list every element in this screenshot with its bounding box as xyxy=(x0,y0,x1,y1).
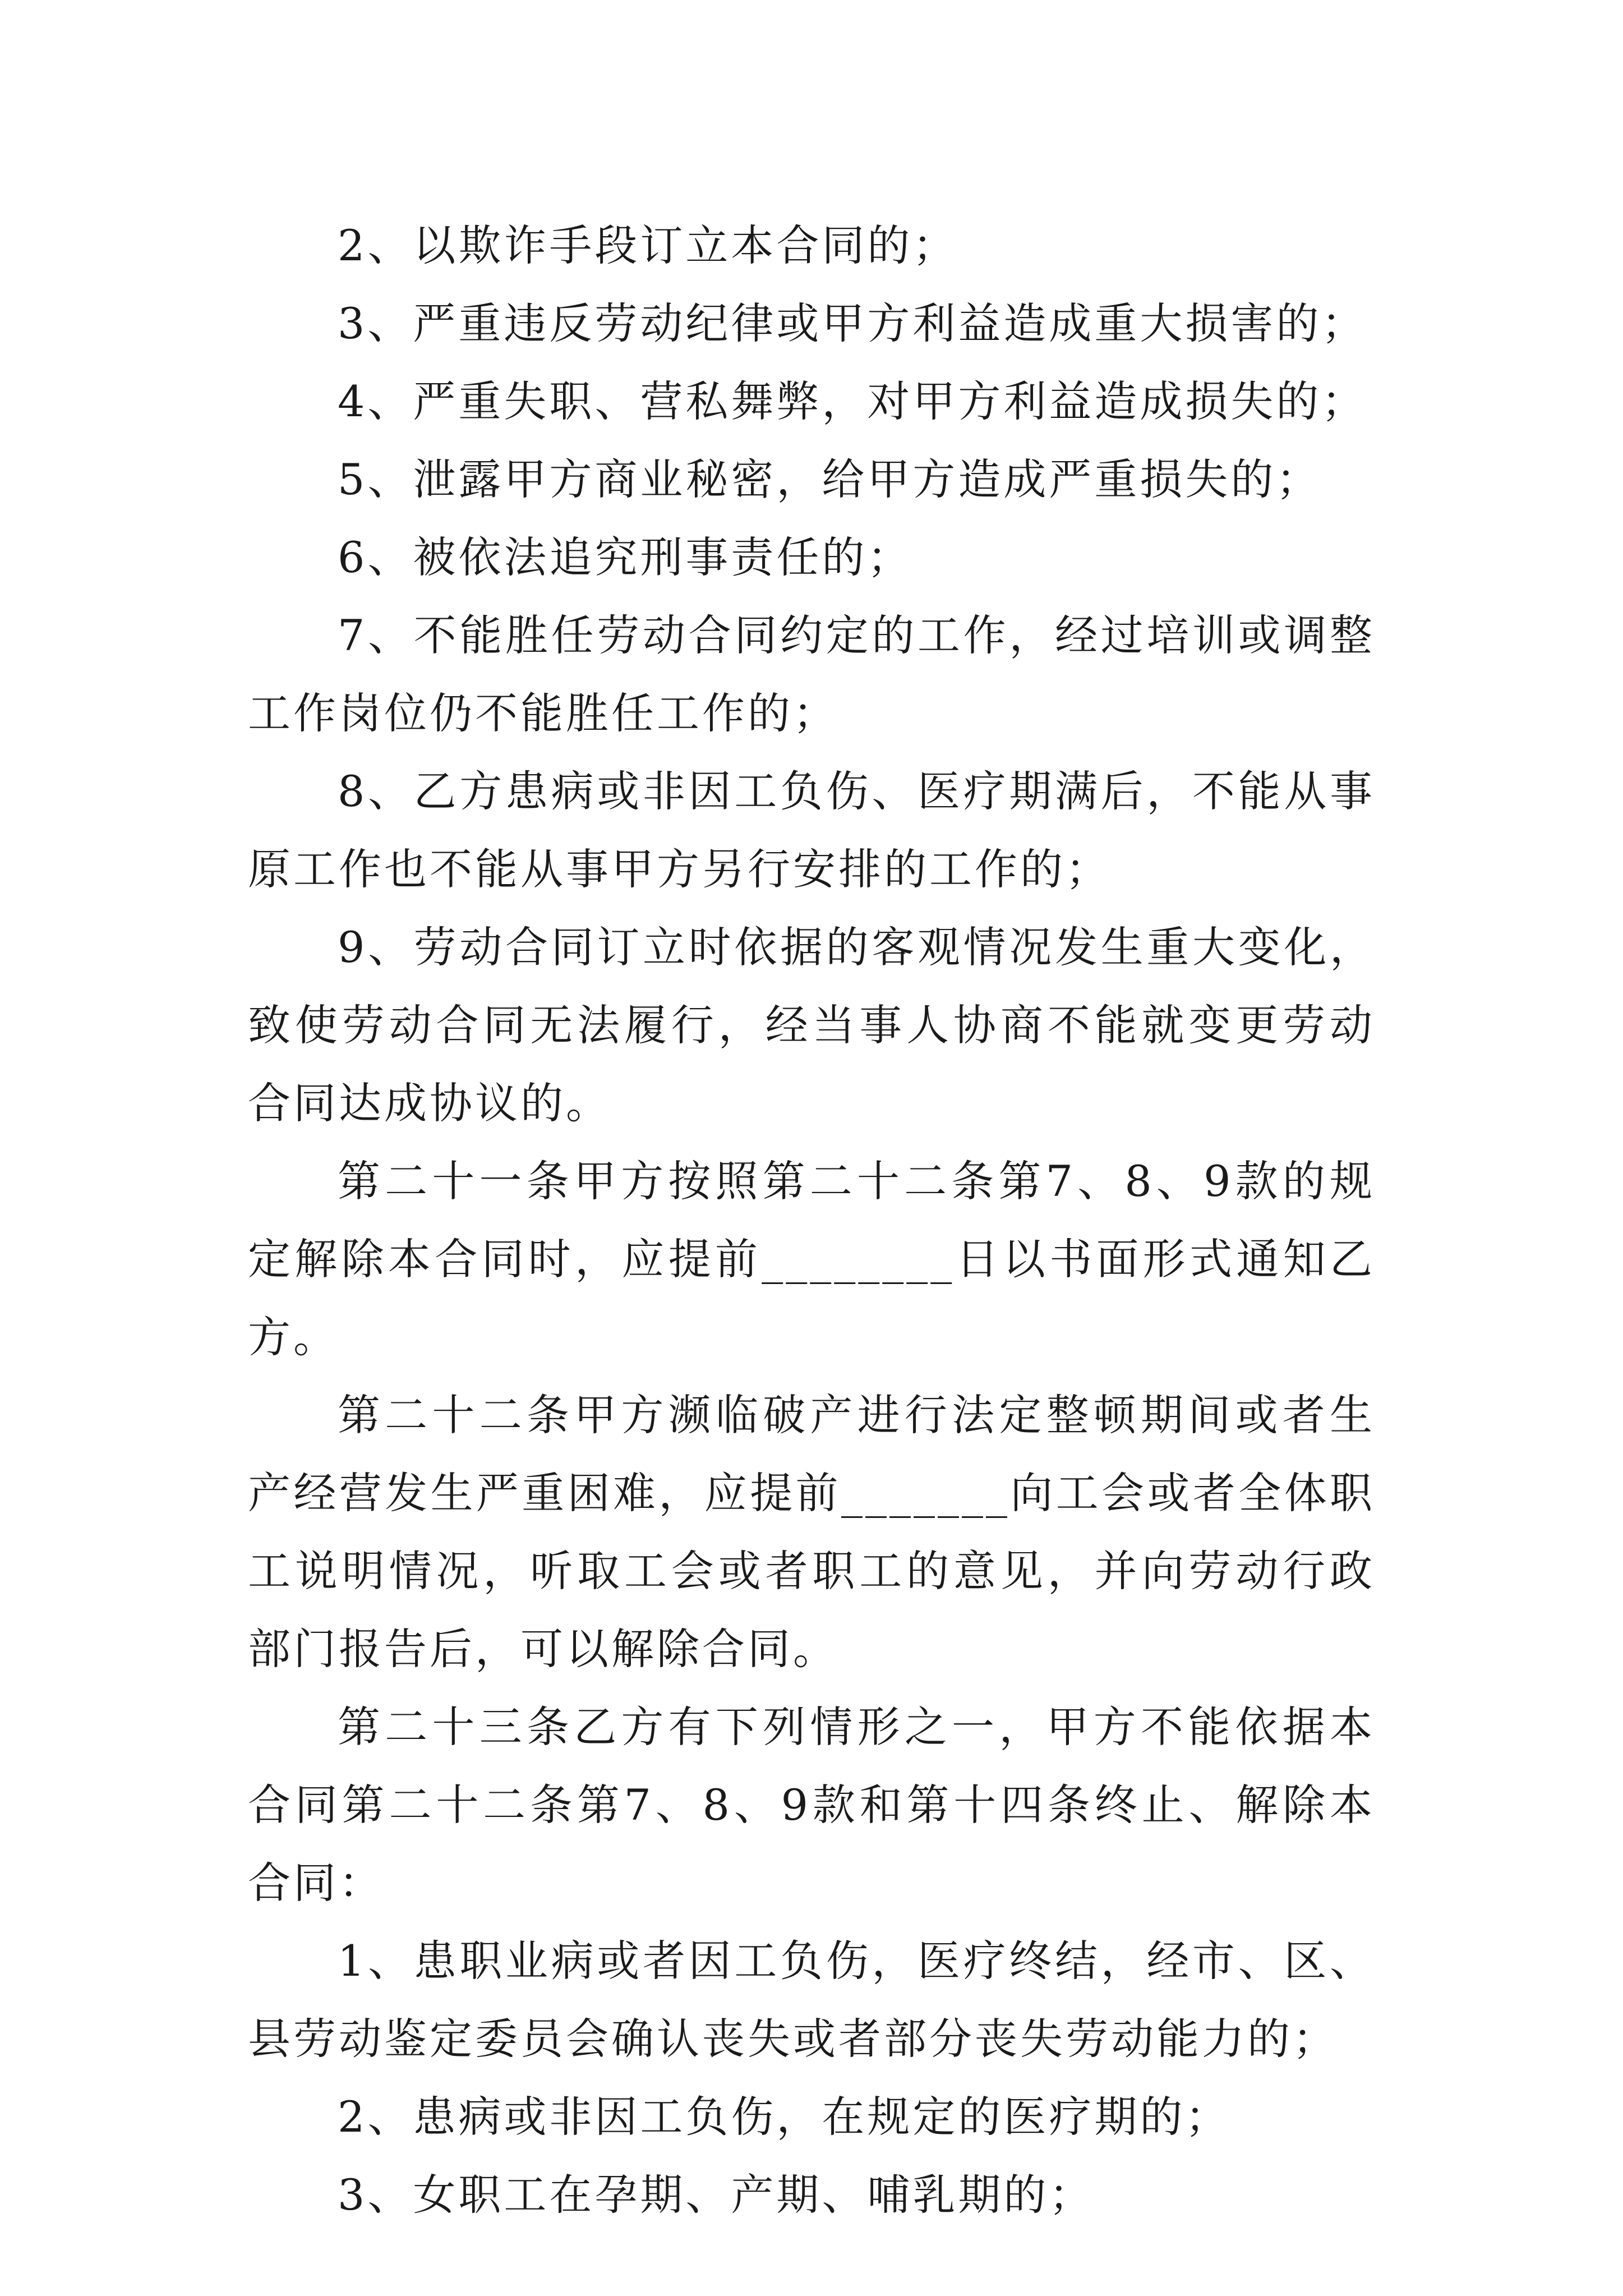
clause-item-9: 9、劳动合同订立时依据的客观情况发生重大变化，致使劳动合同无法履行，经当事人协商不能就变更劳动合同达成协议的。 xyxy=(248,922,1375,1128)
clause-item-3: 3、严重违反劳动纪律或甲方利益造成重大损害的； xyxy=(338,298,1367,348)
article-23: 第二十三条乙方有下列情形之一，甲方不能依据本合同第二十二条第7、8、9款和第十四条终止、解除本合同： xyxy=(248,1702,1375,1908)
clause-item-4: 4、严重失职、营私舞弊，对甲方利益造成损失的； xyxy=(338,376,1367,426)
article-21: 第二十一条甲方按照第二十二条第7、8、9款的规定解除本合同时，应提前________日以书面形式通知乙方。 xyxy=(248,1156,1375,1362)
article-23-item-2: 2、患病或非因工负伤，在规定的医疗期的； xyxy=(338,2092,1231,2142)
article-23-item-3: 3、女职工在孕期、产期、哺乳期的； xyxy=(338,2170,1095,2220)
article-22: 第二十二条甲方濒临破产进行法定整顿期间或者生产经营发生严重困难，应提前_______向工会或者全体职工说明情况，听取工会或者职工的意见，并向劳动行政部门报告后，可以解除合同。 xyxy=(248,1390,1375,1674)
clause-item-5: 5、泄露甲方商业秘密，给甲方造成严重损失的； xyxy=(338,454,1322,504)
clause-item-7: 7、不能胜任劳动合同约定的工作，经过培训或调整工作岗位仍不能胜任工作的； xyxy=(248,610,1375,738)
document-body xyxy=(248,206,1375,2234)
clause-item-2: 2、以欺诈手段订立本合同的； xyxy=(338,220,958,270)
article-23-item-1: 1、患职业病或者因工负伤，医疗终结，经市、区、县劳动鉴定委员会确认丧失或者部分丧失劳动能力的； xyxy=(248,1936,1375,2064)
clause-item-6: 6、被依法追究刑事责任的； xyxy=(338,532,913,582)
clause-item-8: 8、乙方患病或非因工负伤、医疗期满后，不能从事原工作也不能从事甲方另行安排的工作的； xyxy=(248,766,1375,894)
